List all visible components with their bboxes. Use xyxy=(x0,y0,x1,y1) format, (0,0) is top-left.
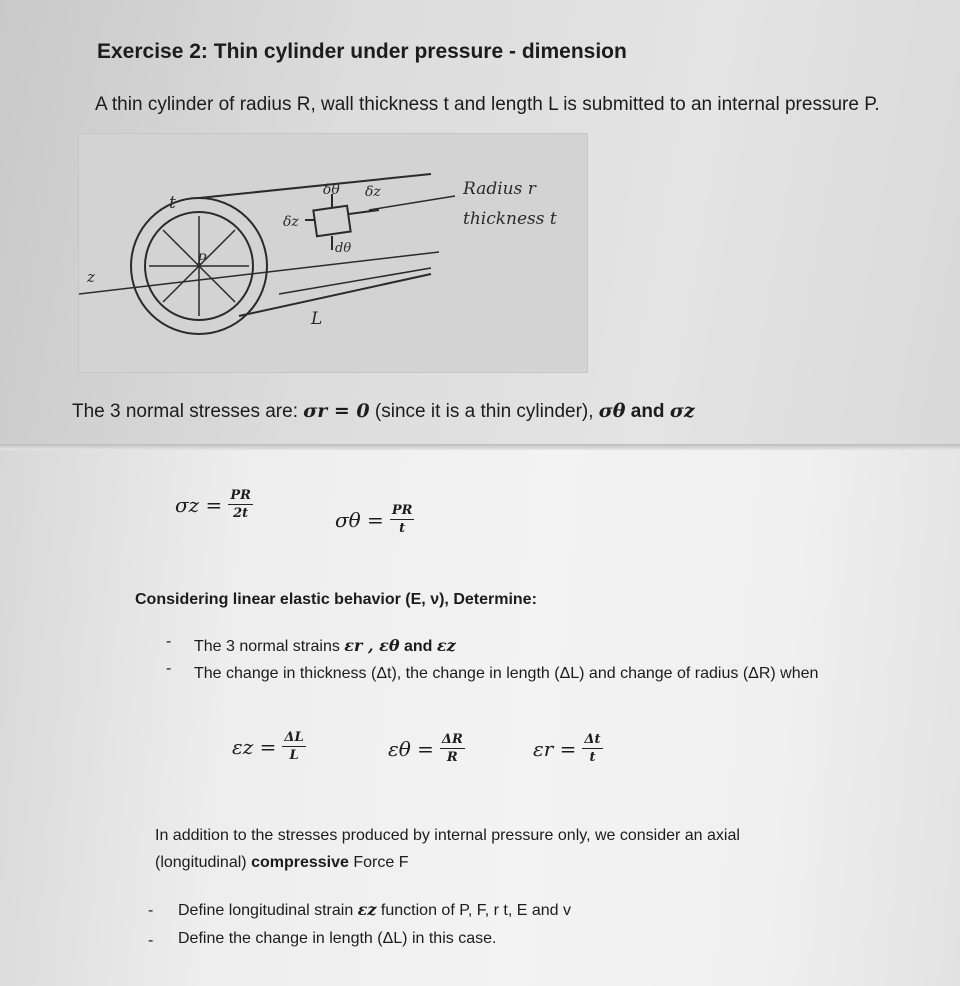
label-P: P xyxy=(197,252,207,268)
axis-line xyxy=(79,252,439,294)
bottom-generator xyxy=(239,274,431,316)
sigma-r-value: σr = 0 xyxy=(303,400,370,422)
normal-stresses-statement: The 3 normal stresses are: σr = 0 (since it is a thin cylinder), σθ and σz xyxy=(72,400,695,422)
bullet-changes: The change in thickness (Δt), the change in length (ΔL) and change of radius (ΔR) when xyxy=(194,665,819,682)
bullet-define-length-change: Define the change in length (ΔL) in this case. xyxy=(178,930,497,947)
bullet-define-strain: Define longitudinal strain εz function of P, F, r t, E and v xyxy=(178,900,571,919)
annotation-radius: Radius r xyxy=(463,179,536,199)
addition-line-1: In addition to the stresses produced by internal pressure only, we consider an axial xyxy=(155,827,740,844)
label-sigma-z-left: δz xyxy=(283,214,299,230)
bullet-dash: - xyxy=(166,633,172,650)
cylinder-sketch xyxy=(78,133,588,373)
exercise-title: Exercise 2: Thin cylinder under pressure - dimension xyxy=(97,40,627,63)
annotation-thickness: thickness t xyxy=(463,209,557,229)
problem-statement: A thin cylinder of radius R, wall thickness t and length L is submitted to an internal pressure P. xyxy=(95,94,880,115)
label-sigma-theta: δθ xyxy=(323,182,340,198)
page-fold-edge xyxy=(0,444,960,450)
stress-element xyxy=(313,206,350,236)
bullet-dash: - xyxy=(166,660,172,677)
sigma-z-symbol: σz xyxy=(669,400,695,422)
label-z-side: z xyxy=(87,268,95,286)
label-d-theta: dθ xyxy=(335,241,352,256)
bullet-dash: - xyxy=(148,932,154,949)
label-length: L xyxy=(311,309,323,329)
formula-eps-z: εz = $\frac{\Delta L}{L}$ xyxy=(232,730,304,763)
bullet-normal-strains: The 3 normal strains εr , εθ and εz xyxy=(194,636,456,655)
bullet-dash: - xyxy=(148,902,154,919)
top-generator xyxy=(199,174,431,198)
formula-sigma-z: σz = $\frac{PR}{2t}$ xyxy=(175,488,251,521)
sigma-theta-symbol: σθ xyxy=(598,400,626,422)
formula-sigma-theta: σθ = $\frac{PR}{t}$ xyxy=(335,503,413,536)
considering-heading: Considering linear elastic behavior (E, ν), Determine: xyxy=(135,591,537,608)
formula-eps-theta: εθ = $\frac{\Delta R}{R}$ xyxy=(388,732,463,765)
label-t: t xyxy=(169,193,176,213)
addition-line-2: (longitudinal) compressive Force F xyxy=(155,854,409,871)
cylinder-drawing xyxy=(79,134,587,372)
formula-eps-r: εr = $\frac{\Delta t}{t}$ xyxy=(533,732,601,765)
label-sigma-z-top: δz xyxy=(365,184,381,200)
